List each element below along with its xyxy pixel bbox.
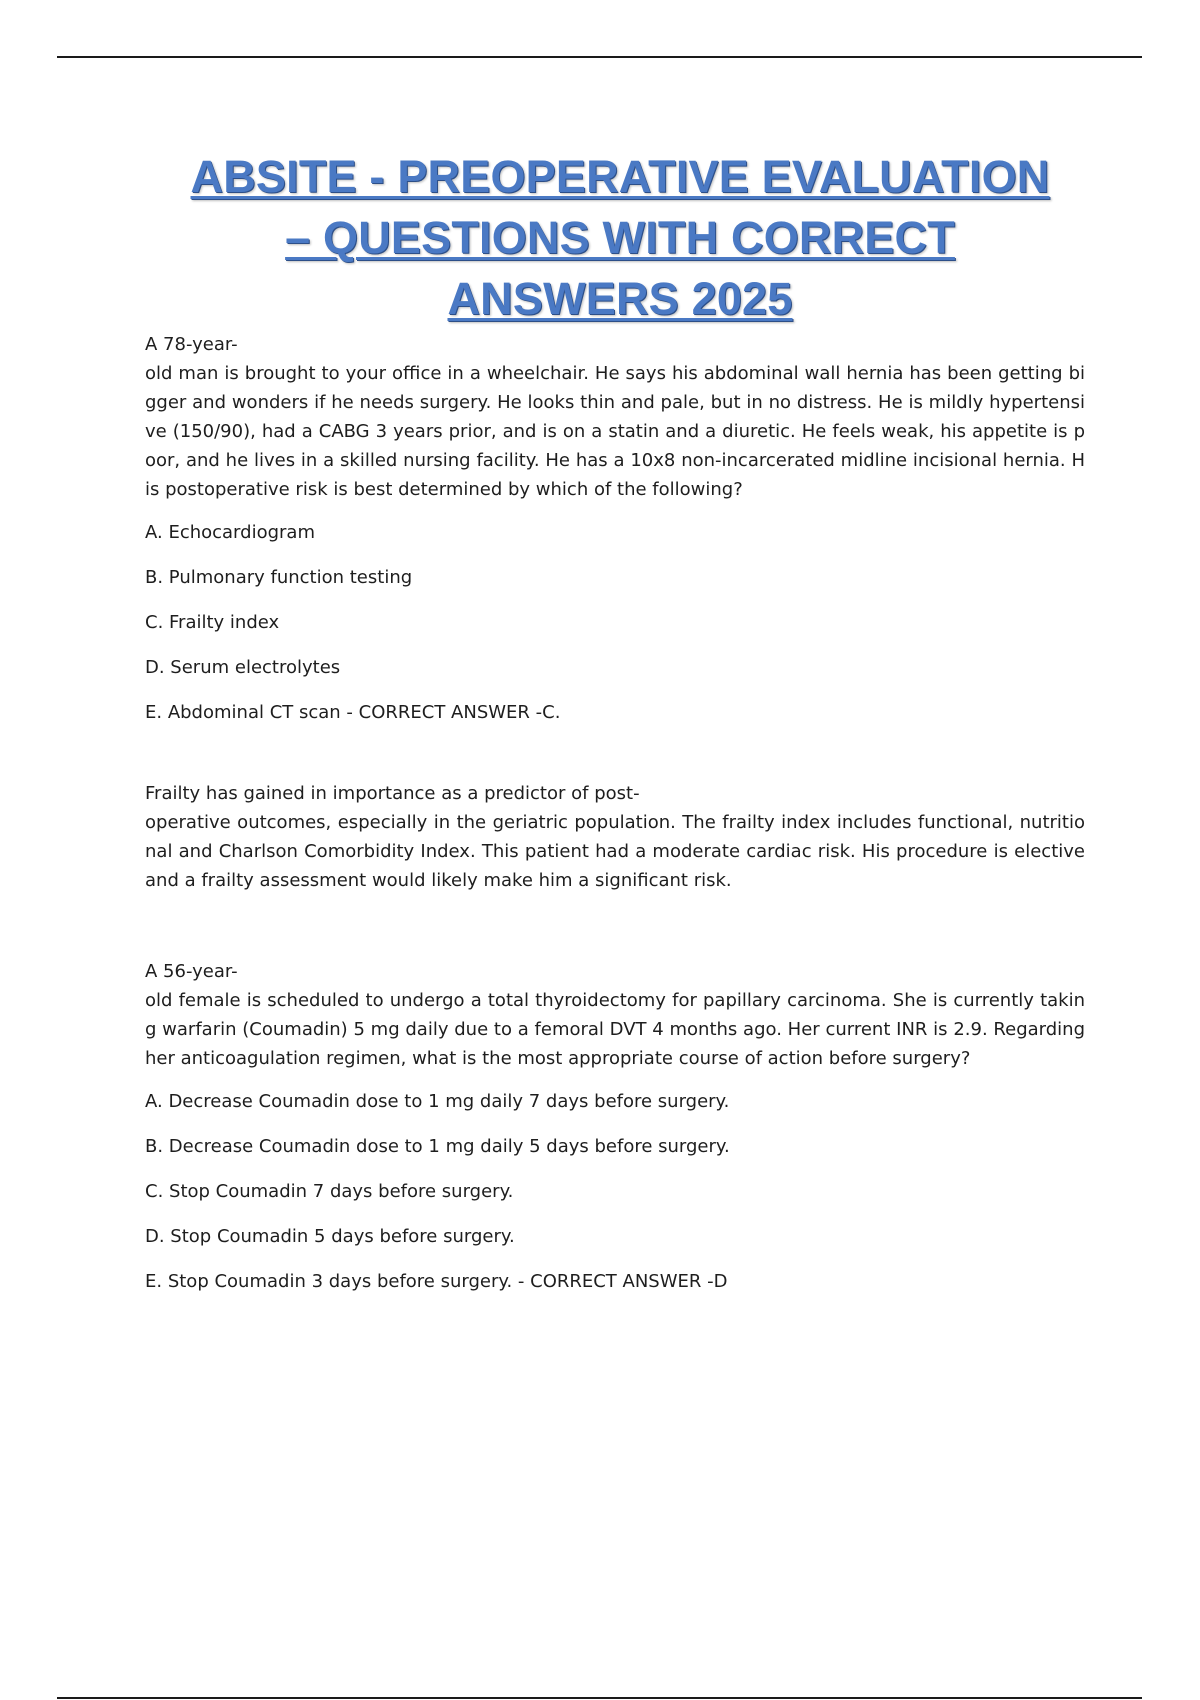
question-1-options bbox=[145, 518, 1085, 727]
question-2 bbox=[145, 957, 1085, 1296]
question-2-stem: old female is scheduled to undergo a total thyroidectomy for papillary carcinoma. She is currently taking warfarin (Coumadin) 5 mg daily due to a femoral DVT 4 months ago. Her current INR is 2.9. Regarding her anticoagulation regimen, what is the most appropriate course of action before surgery? bbox=[145, 990, 1085, 1069]
question-1 bbox=[145, 330, 1085, 895]
question-1-stem-head: A 78-year- bbox=[145, 334, 238, 355]
question-2-option-b: B. Decrease Coumadin dose to 1 mg daily 5 days before surgery. bbox=[145, 1136, 730, 1157]
title-line-3: ANSWERS 2025 bbox=[447, 273, 793, 324]
question-1-stem: old man is brought to your office in a wheelchair. He says his abdominal wall hernia has been getting bigger and wonders if he needs surgery. He looks thin and pale, but in no distress. He is mildly hypertensive (150/90), had a CABG 3 years prior, and is on a statin and a diuretic. He feels weak, his appetite is poor, and he lives in a skilled nursing facility. He has a 10x8 non-incarcerated midline incisional hernia. His postoperative risk is best determined by which of the following? bbox=[145, 363, 1085, 500]
header-rule bbox=[57, 56, 1142, 58]
question-1-option-b: B. Pulmonary function testing bbox=[145, 567, 413, 588]
explanation-body: operative outcomes, especially in the geriatric population. The frailty index includes functional, nutritional and Charlson Comorbidity Index. This patient had a moderate cardiac risk. His procedure is elective and a frailty assessment would likely make him a significant risk. bbox=[145, 812, 1085, 891]
question-1-option-c: C. Frailty index bbox=[145, 612, 280, 633]
question-1-option-e: E. Abdominal CT scan - CORRECT ANSWER -C. bbox=[145, 702, 561, 723]
question-1-explanation bbox=[145, 779, 1085, 895]
question-2-option-c: C. Stop Coumadin 7 days before surgery. bbox=[145, 1181, 514, 1202]
document-title bbox=[110, 146, 1130, 329]
question-2-option-e: E. Stop Coumadin 3 days before surgery. - CORRECT ANSWER -D bbox=[145, 1271, 728, 1292]
title-line-1: ABSITE - PREOPERATIVE EVALUATION bbox=[190, 151, 1050, 202]
question-2-stem-head: A 56-year- bbox=[145, 961, 238, 982]
question-1-option-a: A. Echocardiogram bbox=[145, 522, 315, 543]
explanation-head: Frailty has gained in importance as a predictor of post- bbox=[145, 783, 640, 804]
question-2-options bbox=[145, 1087, 1085, 1296]
title-line-2: – QUESTIONS WITH CORRECT bbox=[285, 212, 955, 263]
question-2-option-d: D. Stop Coumadin 5 days before surgery. bbox=[145, 1226, 515, 1247]
footer-rule bbox=[57, 1697, 1142, 1699]
document-body bbox=[145, 330, 1085, 1312]
question-2-option-a: A. Decrease Coumadin dose to 1 mg daily 7 days before surgery. bbox=[145, 1091, 730, 1112]
question-1-option-d: D. Serum electrolytes bbox=[145, 657, 341, 678]
